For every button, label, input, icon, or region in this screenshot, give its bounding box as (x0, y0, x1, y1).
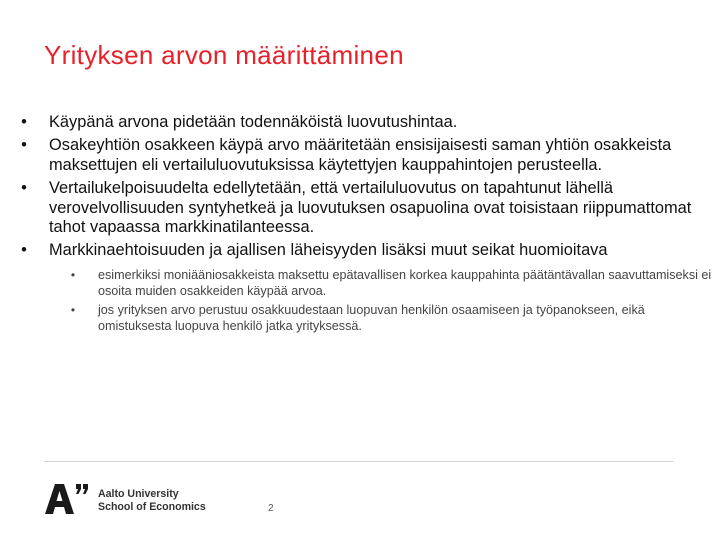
sub-bullet-item (67, 302, 713, 334)
sub-bullet-text: esimerkiksi moniääniosakkeista maksettu epätavallisen korkea kauppahinta päätäntävallan saavuttamiseksi ei osoita muiden osakkeiden käypää arvoa. (98, 267, 712, 299)
bullet-text: Käypänä arvona pidetään todennäköistä luovutushintaa. (49, 113, 458, 131)
sub-bullet-list (49, 267, 713, 335)
logo-line-school: School of Economics (98, 500, 206, 513)
bullet-text: Markkinaehtoisuuden ja ajallisen läheisyyden lisäksi muut seikat huomioitava (49, 241, 608, 260)
logo-line-university: Aalto University (98, 488, 179, 500)
aalto-logo (45, 484, 205, 516)
sub-bullet-marker: • (70, 267, 76, 282)
bullet-text: Osakeyhtiön osakkeen käypä arvo määritetään ensisijaisesti saman yhtiön osakkeista maksettujen eli vertailuluovutuksissa käytettyjen kauppahintojen perusteella. (49, 136, 672, 174)
sub-bullet-marker: • (70, 303, 76, 318)
bullet-list (18, 113, 713, 339)
aalto-a-logo-icon (45, 484, 93, 514)
page-number: 2 (268, 503, 274, 514)
bullet-text: Vertailukelpoisuudelta edellytetään, että vertailuluovutus on tapahtunut lähellä verovelvollisuuden syntyhetkeä ja luovutuksen osapuolina ovat toisistaan riippumattomat tahot vapaassa markkinatilanteessa. (49, 179, 692, 237)
bullet-item (18, 179, 713, 237)
bullet-item (18, 241, 713, 334)
slide-title: Yrityksen arvon määrittäminen (44, 40, 404, 70)
bullet-marker: • (21, 113, 27, 131)
bullet-item (18, 136, 713, 175)
sub-bullet-text: jos yrityksen arvo perustuu osakkuudestaan luopuvan henkilön osaamiseen ja työpanokseen, eikä omistuksesta luopuva henkilö jatka yrityksessä. (98, 303, 645, 334)
footer-divider (44, 461, 674, 462)
logo-text (98, 488, 206, 513)
bullet-marker: • (21, 179, 27, 198)
bullet-marker: • (21, 136, 27, 155)
bullet-marker: • (21, 241, 27, 260)
bullet-item (18, 113, 713, 132)
sub-bullet-item (67, 267, 713, 299)
